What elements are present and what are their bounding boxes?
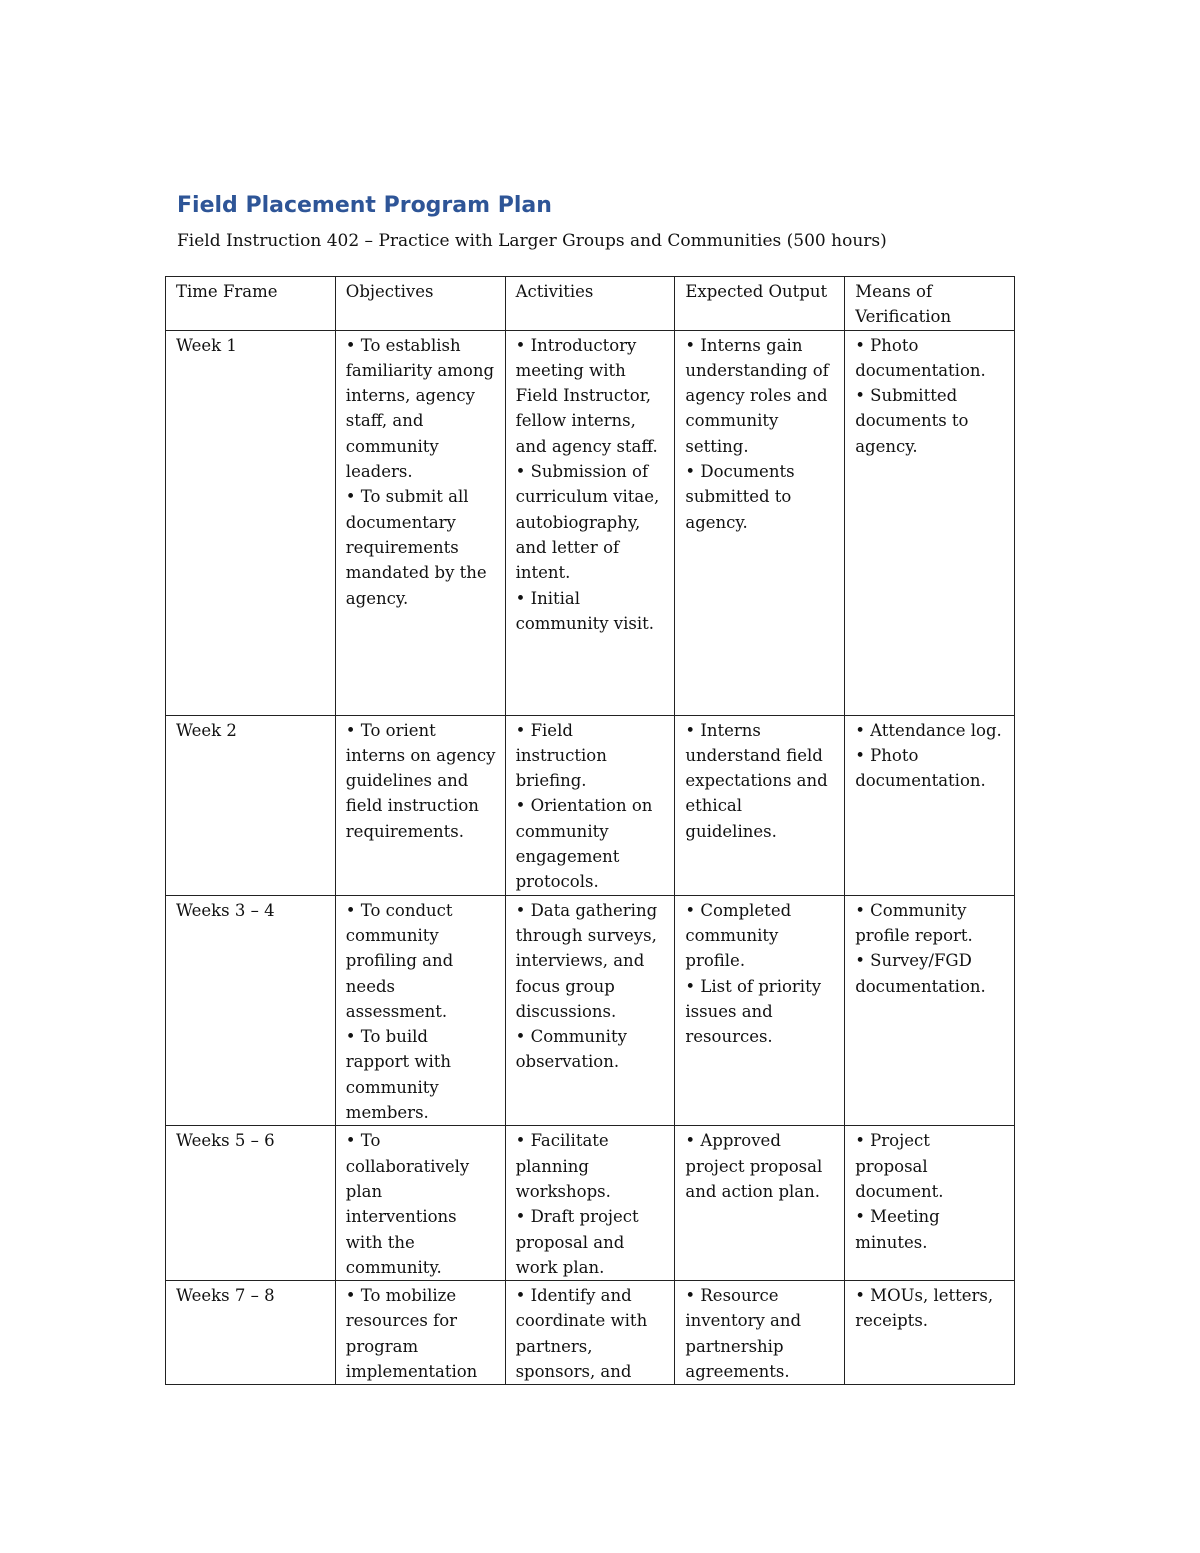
expected-output-cell bbox=[675, 715, 845, 895]
verification-cell bbox=[845, 330, 1015, 715]
activity-item: • Facilitate planning workshops. bbox=[516, 1128, 666, 1204]
table-row bbox=[166, 1126, 1015, 1281]
program-plan-table bbox=[165, 276, 1015, 1385]
table-row bbox=[166, 1281, 1015, 1385]
verification-item: • Photo documentation. bbox=[855, 333, 1005, 384]
page-subtitle: Field Instruction 402 – Practice with Larger Groups and Communities (500 hours) bbox=[177, 231, 887, 251]
objectives-cell bbox=[335, 895, 505, 1126]
header-means-of-verification: Means of Verification bbox=[845, 277, 1015, 331]
expected-output-cell bbox=[675, 895, 845, 1126]
activity-item: • Data gathering through surveys, interviews, and focus group discussions. bbox=[516, 898, 666, 1024]
objective-item: • To mobilize resources for program implementation bbox=[346, 1283, 496, 1384]
activity-item: • Identify and coordinate with partners, sponsors, and bbox=[516, 1283, 666, 1384]
activity-item: • Introductory meeting with Field Instructor, fellow interns, and agency staff. bbox=[516, 333, 666, 459]
output-item: • Completed community profile. bbox=[685, 898, 835, 974]
header-time-frame: Time Frame bbox=[166, 277, 336, 331]
verification-cell bbox=[845, 715, 1015, 895]
output-item: • Approved project proposal and action plan. bbox=[685, 1128, 835, 1204]
activities-cell bbox=[505, 895, 675, 1126]
verification-cell bbox=[845, 1281, 1015, 1385]
activity-item: • Initial community visit. bbox=[516, 586, 666, 637]
header-objectives: Objectives bbox=[335, 277, 505, 331]
expected-output-cell bbox=[675, 330, 845, 715]
output-item: • Interns understand field expectations and ethical guidelines. bbox=[685, 718, 835, 844]
activity-item: • Draft project proposal and work plan. bbox=[516, 1204, 666, 1280]
activity-item: • Field instruction briefing. bbox=[516, 718, 666, 794]
verification-item: • Attendance log. bbox=[855, 718, 1005, 743]
output-item: • Interns gain understanding of agency roles and community setting. bbox=[685, 333, 835, 459]
objective-item: • To establish familiarity among interns, agency staff, and community leaders. bbox=[346, 333, 496, 485]
time-frame-cell: Week 2 bbox=[166, 715, 336, 895]
activity-item: • Orientation on community engagement protocols. bbox=[516, 793, 666, 894]
verification-item: • Project proposal document. bbox=[855, 1128, 1005, 1204]
activity-item: • Community observation. bbox=[516, 1024, 666, 1075]
header-activities: Activities bbox=[505, 277, 675, 331]
verification-cell bbox=[845, 895, 1015, 1126]
objective-item: • To collaboratively plan interventions with the community. bbox=[346, 1128, 496, 1280]
objectives-cell bbox=[335, 715, 505, 895]
verification-item: • Community profile report. bbox=[855, 898, 1005, 949]
objective-item: • To submit all documentary requirements mandated by the agency. bbox=[346, 484, 496, 610]
page-title: Field Placement Program Plan bbox=[177, 193, 552, 218]
time-frame-cell: Weeks 7 – 8 bbox=[166, 1281, 336, 1385]
time-frame-cell: Weeks 3 – 4 bbox=[166, 895, 336, 1126]
time-frame-cell: Weeks 5 – 6 bbox=[166, 1126, 336, 1281]
objective-item: • To conduct community profiling and needs assessment. bbox=[346, 898, 496, 1024]
verification-item: • Submitted documents to agency. bbox=[855, 383, 1005, 459]
verification-item: • Photo documentation. bbox=[855, 743, 1005, 794]
activities-cell bbox=[505, 1281, 675, 1385]
header-expected-output: Expected Output bbox=[675, 277, 845, 331]
table-row bbox=[166, 895, 1015, 1126]
activities-cell bbox=[505, 715, 675, 895]
objective-item: • To orient interns on agency guidelines and field instruction requirements. bbox=[346, 718, 496, 844]
verification-item: • MOUs, letters, receipts. bbox=[855, 1283, 1005, 1334]
objectives-cell bbox=[335, 330, 505, 715]
verification-cell bbox=[845, 1126, 1015, 1281]
output-item: • Documents submitted to agency. bbox=[685, 459, 835, 535]
objectives-cell bbox=[335, 1281, 505, 1385]
activities-cell bbox=[505, 1126, 675, 1281]
expected-output-cell bbox=[675, 1281, 845, 1385]
verification-item: • Survey/FGD documentation. bbox=[855, 948, 1005, 999]
objective-item: • To build rapport with community members. bbox=[346, 1024, 496, 1125]
output-item: • List of priority issues and resources. bbox=[685, 974, 835, 1050]
output-item: • Resource inventory and partnership agreements. bbox=[685, 1283, 835, 1384]
table-row bbox=[166, 715, 1015, 895]
activity-item: • Submission of curriculum vitae, autobiography, and letter of intent. bbox=[516, 459, 666, 585]
expected-output-cell bbox=[675, 1126, 845, 1281]
objectives-cell bbox=[335, 1126, 505, 1281]
time-frame-cell: Week 1 bbox=[166, 330, 336, 715]
verification-item: • Meeting minutes. bbox=[855, 1204, 1005, 1255]
table-row bbox=[166, 330, 1015, 715]
activities-cell bbox=[505, 330, 675, 715]
table-header-row bbox=[166, 277, 1015, 331]
